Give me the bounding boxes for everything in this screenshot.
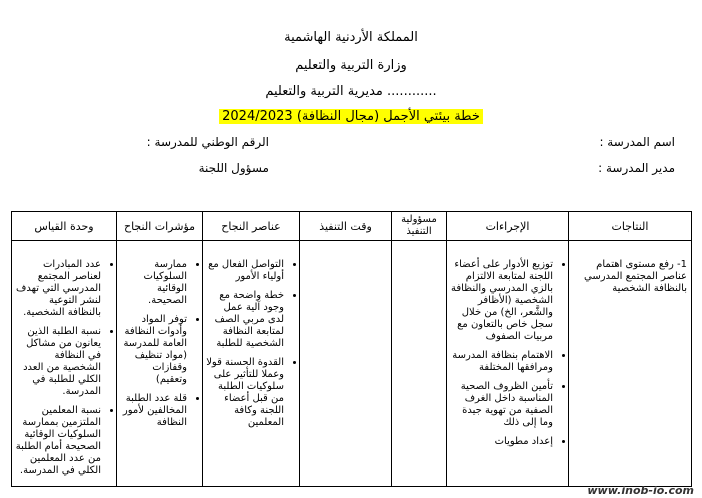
ministry-name: وزارة التربية والتعليم [295,58,407,73]
list-item: • نسبة المعلمين الملتزمين بممارسة السلوكيات الوقائية الصحيحة أمام الطلبة من عدد المعلمين الكلي في المدرسة. [14,405,101,477]
list-item: • قلة عدد الطلبة المخالفين لأمور النظافة [119,393,187,429]
table-row [12,241,692,487]
header-success-indicators: مؤشرات النجاح [117,212,203,241]
list-item: • عدد المبادرات لعناصر المجتمع المدرسي التي تهدف لنشر التوعية بالنظافة الشخصية. [14,259,101,319]
directorate-name: مديرية التربية والتعليم ............ [265,84,437,99]
committee-head-field: مسؤول اللجنة [198,161,269,175]
outcome-cell: 1- رفع مستوى اهتمام عناصر المجتمع المدرسي بالنظافة الشخصية [569,241,692,487]
plan-table [11,211,692,487]
list-item: • التواصل الفعال مع أولياء الأمور [205,259,284,283]
success-indicators-cell [117,241,203,487]
header-procedures: الإجراءات [447,212,569,241]
plan-title: خطة بيئتي الأجمل (مجال النظافة) 2024/2023 [219,109,483,124]
header-measurement: وحدة القياس [12,212,117,241]
header-responsibility: مسؤولية التنفيذ [392,212,447,241]
list-item: • تأمين الظروف الصحية المناسبة داخل الغرف الصفية من تهوية جيدة وما إلى ذلك [449,381,553,429]
watermark: www.inob-io.com [587,484,694,497]
success-elements-cell [203,241,300,487]
list-item: • توزيع الأدوار على أعضاء اللجنة لمتابعة الالتزام بالزي المدرسي والنظافة الشخصية (الأظافر والشَّعر، الخ) من خلال سجل خاص بالتعاون مع مربيات الصفوف [449,259,553,343]
header-success-elements: عناصر النجاح [203,212,300,241]
header-outcomes: النتاجات [569,212,692,241]
measurement-cell [12,241,117,487]
list-item: • ممارسة السلوكيات الوقائية الصحيحة. [119,259,187,307]
principal-field: مدير المدرسة : [598,161,675,175]
kingdom-name: المملكة الأردنية الهاشمية [284,30,418,45]
procedures-cell [447,241,569,487]
header-time: وقت التنفيذ [300,212,392,241]
national-number-field: الرقم الوطني للمدرسة : [146,135,269,149]
table-header-row [12,212,692,241]
list-item: • الاهتمام بنظافة المدرسة ومرافقها المختلفة [449,350,553,374]
time-cell [300,241,392,487]
list-item: • خطة واضحة مع وجود آلية عمل لدى مربي الصف لمتابعة النظافة الشخصية للطلبة [205,290,284,350]
school-name-field: اسم المدرسة : [599,135,675,149]
list-item: • القدوة الحسنة قولا وعملا للتأثير على سلوكيات الطلبة من قبل أعضاء اللجنة وكافة المعلمين [205,357,284,429]
list-item: • نسبة الطلبة الذين يعانون من مشاكل في النظافة الشخصية من العدد الكلي للطلبة في المدرسة. [14,326,101,398]
list-item: • توفر المواد وأدوات النظافة العامة للمدرسة (مواد تنظيف وقفازات وتعقيم) [119,314,187,386]
plan-title-row [0,109,702,124]
responsibility-cell [392,241,447,487]
list-item: • إعداد مطويات [449,436,553,448]
